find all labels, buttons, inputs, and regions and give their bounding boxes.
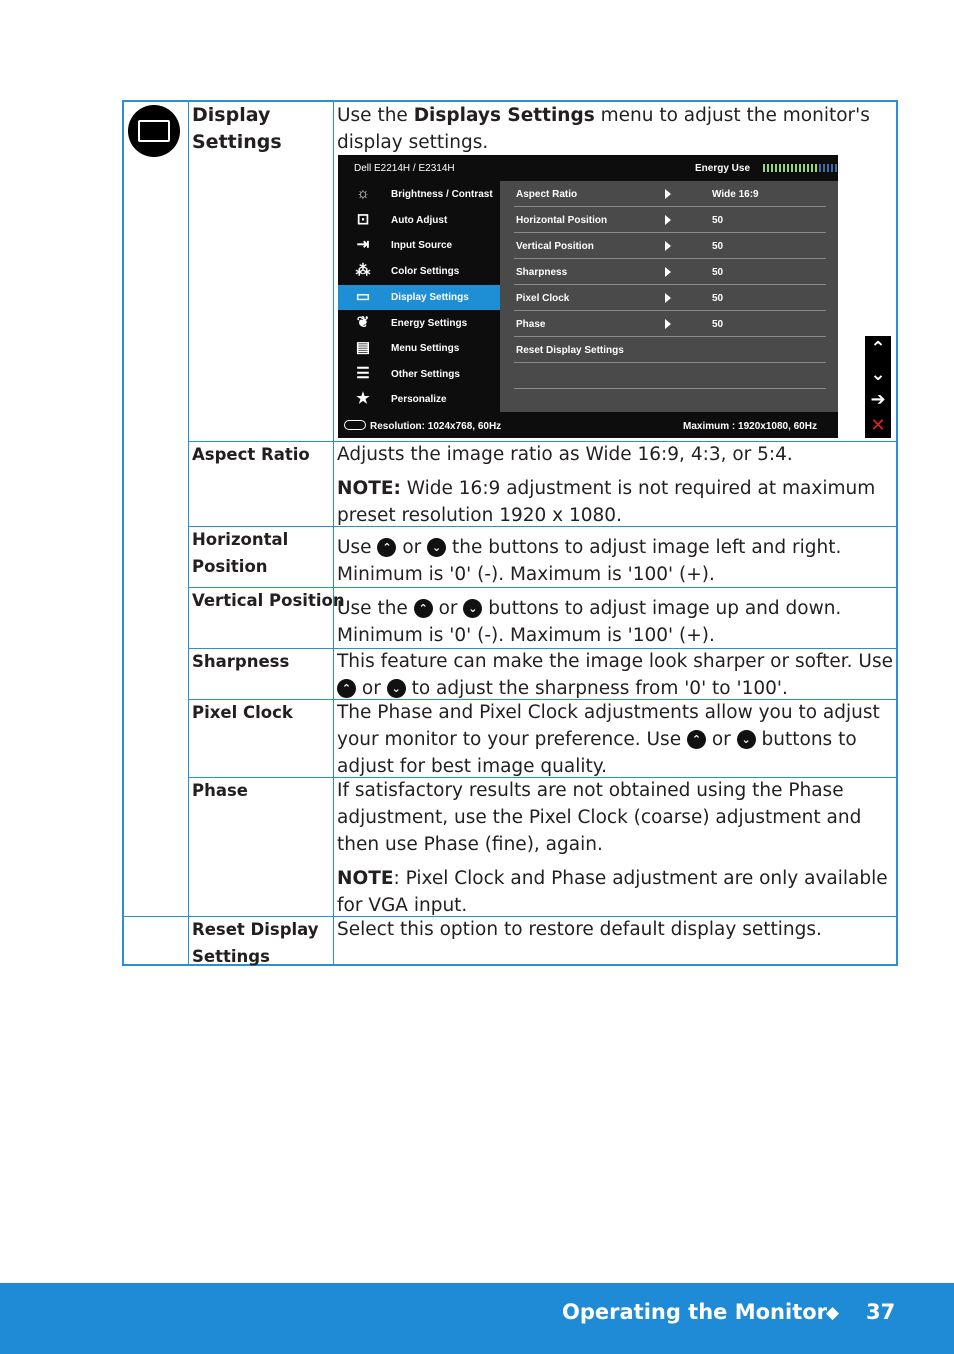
osd-resolution: Resolution: 1024x768, 60Hz — [370, 421, 502, 432]
osd-item-sharpness[interactable]: Sharpness 50 — [514, 259, 826, 285]
osd-maximum: Maximum : 1920x1080, 60Hz — [683, 421, 817, 432]
osd-menu-item-color-settings[interactable]: ⁂ Color Settings — [338, 259, 500, 284]
up-button-icon: ⌃ — [377, 538, 396, 557]
display-settings-icon — [128, 105, 180, 157]
down-button-icon: ⌄ — [463, 599, 482, 618]
color-settings-icon: ⁂ — [355, 262, 371, 279]
arrow-right-icon — [665, 319, 671, 329]
osd-item-reset-display-settings[interactable]: Reset Display Settings — [514, 337, 826, 363]
row-label-reset-display-settings: Reset Display Settings — [192, 920, 319, 966]
osd-menu-item-menu-settings[interactable]: ▤ Menu Settings — [338, 336, 500, 361]
down-button-icon: ⌄ — [427, 538, 446, 557]
row-desc-reset-display-settings: Select this option to restore default display settings. — [337, 919, 822, 940]
row-label-display-settings: Display Settings — [192, 104, 282, 153]
column-divider — [188, 102, 189, 966]
row-label-pixel-clock: Pixel Clock — [192, 703, 293, 722]
osd-menu-item-other-settings[interactable]: ☰ Other Settings — [338, 362, 500, 387]
up-button-icon: ⌃ — [687, 730, 706, 749]
close-icon[interactable]: ✕ — [870, 414, 886, 436]
row-desc-phase: If satisfactory results are not obtained using the Phase adjustment, use the Pixel Clock (coarse) adjustment and then use Phase (fine), again. NOTE: Pixel Clock and Phase adjustment are only available for VGA input. — [337, 780, 888, 916]
arrow-right-icon — [665, 189, 671, 199]
arrow-right-icon[interactable]: ➔ — [870, 389, 886, 410]
osd-item-horizontal-position[interactable]: Horizontal Position 50 — [514, 207, 826, 233]
osd-menu-item-display-settings[interactable]: ▭ Display Settings — [338, 285, 500, 310]
osd-model: Dell E2214H / E2314H — [354, 163, 455, 174]
vga-connector-icon — [344, 420, 366, 430]
osd-menu-item-energy-settings[interactable]: ❦ Energy Settings — [338, 311, 500, 336]
energy-settings-icon: ❦ — [356, 314, 370, 331]
arrow-right-icon — [665, 267, 671, 277]
up-button-icon: ⌃ — [337, 679, 356, 698]
row-label-sharpness: Sharpness — [192, 652, 290, 671]
osd-footer — [338, 412, 838, 438]
chevron-down-icon[interactable]: ⌄ — [870, 363, 886, 385]
row-desc-aspect-ratio: Adjusts the image ratio as Wide 16:9, 4:3, or 5:4. NOTE: Wide 16:9 adjustment is not required at maximum preset resolution 1920 x 1080. — [337, 444, 876, 526]
osd-item-aspect-ratio[interactable]: Aspect Ratio Wide 16:9 — [514, 181, 826, 207]
up-button-icon: ⌃ — [414, 599, 433, 618]
osd-menu-item-brightness[interactable]: ☼ Brightness / Contrast — [338, 182, 500, 207]
footer-section-title: Operating the Monitor — [562, 1300, 828, 1324]
brightness-icon: ☼ — [356, 185, 370, 202]
osd-item-phase[interactable]: Phase 50 — [514, 311, 826, 337]
osd-menu-item-auto-adjust[interactable]: ⊡ Auto Adjust — [338, 208, 500, 233]
column-divider — [333, 102, 334, 966]
osd-energy-label: Energy Use — [695, 163, 751, 174]
arrow-right-icon — [665, 293, 671, 303]
row-desc-horizontal-position: Use ⌃ or ⌄ the buttons to adjust image left and right. Minimum is '0' (-). Maximum is '100' (+). — [337, 537, 842, 585]
osd-submenu — [500, 181, 838, 412]
osd-main-menu — [338, 181, 500, 412]
arrow-right-icon — [665, 241, 671, 251]
row-label-phase: Phase — [192, 781, 248, 800]
menu-settings-icon: ▤ — [355, 339, 371, 356]
row-label-aspect-ratio: Aspect Ratio — [192, 445, 310, 464]
osd-item-vertical-position[interactable]: Vertical Position 50 — [514, 233, 826, 259]
row-label-horizontal-position: Horizontal Position — [192, 530, 289, 576]
display-settings-icon: ▭ — [355, 288, 371, 305]
osd-header — [338, 155, 838, 181]
energy-meter — [763, 164, 837, 172]
osd-item-pixel-clock[interactable]: Pixel Clock 50 — [514, 285, 826, 311]
row-desc-display-settings: Use the Displays Settings menu to adjust the monitor's display settings. — [337, 105, 870, 153]
down-button-icon: ⌄ — [737, 730, 756, 749]
osd-item-empty — [514, 363, 826, 389]
row-desc-sharpness: This feature can make the image look sharper or softer. Use ⌃ or ⌄ to adjust the sharpness from '0' to '100'. — [337, 651, 893, 699]
input-source-icon: ⇥ — [356, 236, 370, 253]
display-settings-table — [122, 100, 898, 966]
chevron-up-icon[interactable]: ⌃ — [870, 338, 886, 359]
personalize-star-icon: ★ — [356, 390, 370, 407]
osd-navigation-buttons — [865, 336, 891, 438]
diamond-icon: ◆ — [826, 1303, 840, 1323]
page-number: 37 — [866, 1300, 896, 1324]
page-footer — [0, 1283, 954, 1354]
row-desc-vertical-position: Use the ⌃ or ⌄ buttons to adjust image up and down. Minimum is '0' (-). Maximum is '100' (+). — [337, 598, 842, 646]
osd-menu-item-personalize[interactable]: ★ Personalize — [338, 387, 500, 412]
osd-menu-screenshot — [338, 155, 838, 438]
row-desc-pixel-clock: The Phase and Pixel Clock adjustments allow you to adjust your monitor to your preference. Use ⌃ or ⌄ buttons to adjust for best image quality. — [337, 702, 880, 777]
osd-menu-item-input-source[interactable]: ⇥ Input Source — [338, 233, 500, 258]
other-settings-icon: ☰ — [356, 365, 370, 382]
auto-adjust-icon: ⊡ — [356, 211, 370, 228]
row-label-vertical-position: Vertical Position — [192, 591, 345, 610]
arrow-right-icon — [665, 215, 671, 225]
down-button-icon: ⌄ — [387, 679, 406, 698]
